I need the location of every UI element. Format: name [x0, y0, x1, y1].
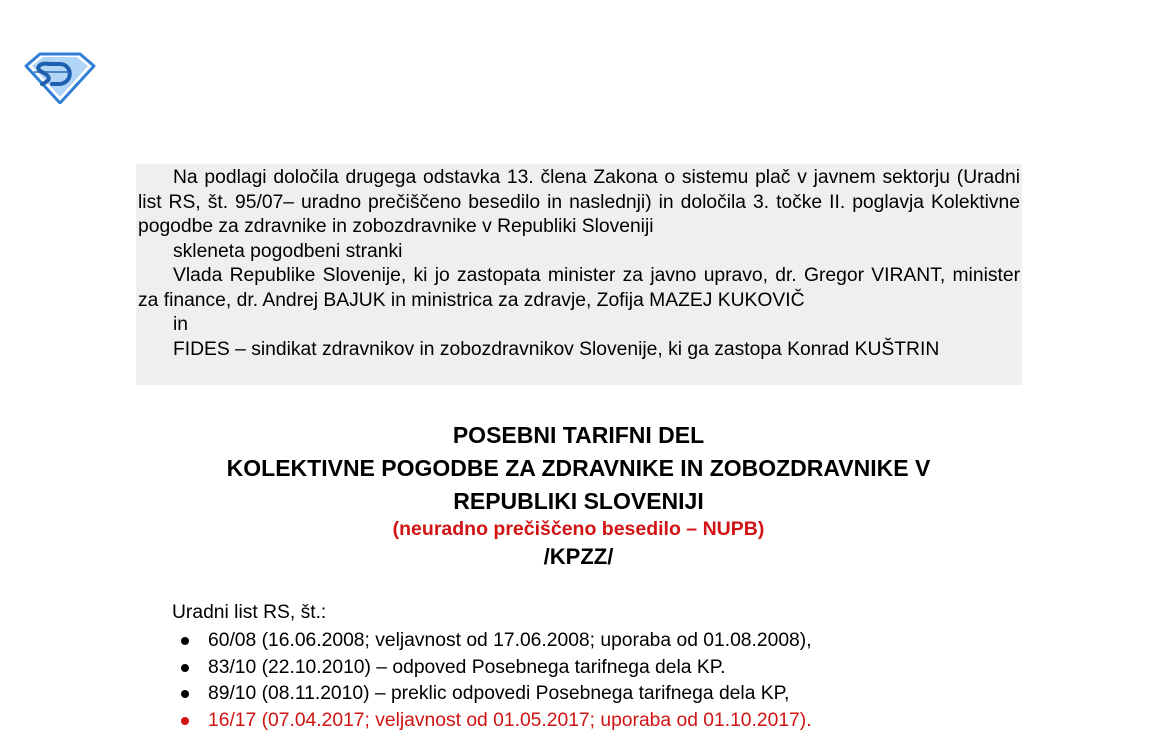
- title-line: POSEBNI TARIFNI DEL: [452, 422, 705, 448]
- union-logo-icon: [22, 48, 96, 104]
- bullet-icon: [181, 637, 189, 645]
- title-line: KOLEKTIVNE POGODBE ZA ZDRAVNIKE IN ZOBOZDRAVNIKE V: [226, 455, 931, 481]
- publication-list: [180, 628, 812, 734]
- publication-text: 83/10 (22.10.2010) – odpoved Posebnega tarifnega dela KP.: [208, 656, 726, 678]
- bullet-icon: [181, 664, 189, 672]
- list-item: [180, 628, 812, 655]
- gazette-label: Uradni list RS, št.:: [172, 602, 327, 623]
- preamble-block: [136, 164, 1022, 385]
- bullet-icon: [181, 690, 189, 698]
- publication-text: 16/17 (07.04.2017; veljavnost od 01.05.2017; uporaba od 01.10.2017).: [208, 709, 812, 731]
- publication-text: 60/08 (16.06.2008; veljavnost od 17.06.2008; uporaba od 01.08.2008),: [208, 630, 812, 651]
- preamble-paragraph: Na podlagi določila drugega odstavka 13. člena Zakona o sistemu plač v javnem sektorju (Uradni list RS, št. 95/07– uradno prečiščeno besedilo in naslednji) in določila 3. točke II. poglavja Kolektivne pogodbe za zdravnike in zobozdravnike v Republiki Sloveniji: [138, 167, 1020, 237]
- preamble-paragraph: skleneta pogodbeni stranki: [173, 240, 403, 262]
- preamble-paragraph: FIDES – sindikat zdravnikov in zobozdravnikov Slovenije, ki ga zastopa Konrad KUŠTRIN: [173, 338, 940, 360]
- list-item: [180, 708, 812, 735]
- bullet-icon: [181, 717, 189, 725]
- publication-text: 89/10 (08.11.2010) – preklic odpovedi Posebnega tarifnega dela KP,: [208, 683, 790, 704]
- preamble-paragraph: Vlada Republike Slovenije, ki jo zastopata minister za javno upravo, dr. Gregor VIRANT, minister za finance, dr. Andrej BAJUK in ministrica za zdravje, Zofija MAZEJ KUKOVIČ: [138, 265, 1020, 311]
- list-item: [180, 681, 812, 708]
- title-code: /KPZZ/: [543, 544, 614, 569]
- title-line: REPUBLIKI SLOVENIJI: [453, 488, 704, 514]
- list-item: [180, 655, 812, 682]
- title-subtitle: (neuradno prečiščeno besedilo – NUPB): [392, 518, 765, 540]
- preamble-paragraph: in: [173, 314, 189, 335]
- document-title: [100, 419, 1057, 574]
